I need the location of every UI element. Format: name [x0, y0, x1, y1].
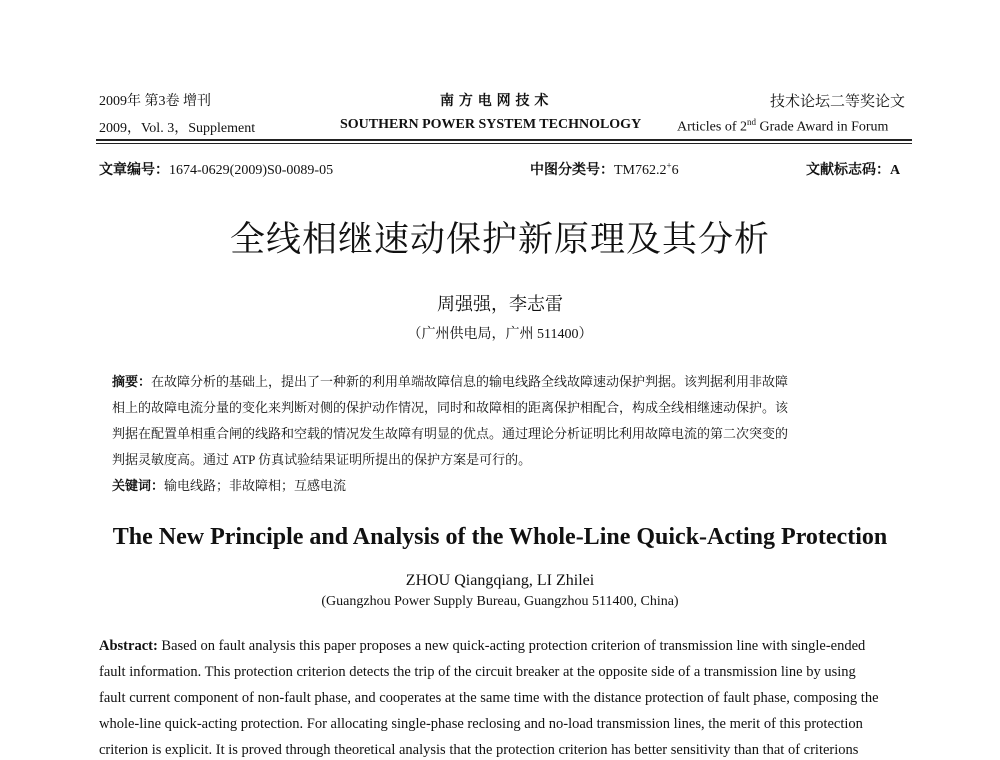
classification-number-pre: TM762.2	[614, 163, 667, 178]
classification-number-sup: +	[666, 160, 672, 171]
document-code-value: A	[890, 163, 901, 178]
journal-name-en: SOUTHERN POWER SYSTEM TECHNOLOGY	[340, 117, 642, 132]
affiliation-zh: （广州供电局，广州 511400）	[407, 327, 593, 342]
abstract-zh-text-1: 在故障分析的基础上，提出了一种新的利用单端故障信息的输电线路全线故障速动保护判据。该判据利用非故障	[151, 374, 789, 389]
award-label-en-sup: nd	[746, 117, 756, 127]
document-code-label: 文献标志码：	[806, 162, 890, 178]
journal-year-volume-zh: 2009年 第3卷 增刊	[99, 94, 211, 109]
classification-number-post: 6	[671, 163, 679, 178]
authors-zh: 周强强，李志雷	[437, 294, 563, 314]
abstract-zh-label: 摘要：	[112, 375, 152, 390]
abstract-zh-line-3: 判据在配置单相重合闸的线路和空载的情况发生故障有明显的优点。通过理论分析证明比利用故障电流的第二次突变的	[112, 426, 789, 441]
article-number-label: 文章编号：	[99, 162, 169, 178]
keywords-zh	[112, 473, 914, 500]
article-number	[99, 159, 333, 179]
header-rule-thin	[96, 143, 912, 144]
abstract-en-line-5: criterion is explicit. It is proved through theoretical analysis that the protection criterion has better sensitivity than that of criterions	[99, 742, 859, 758]
paper-title-zh: 全线相继速动保护新原理及其分析	[229, 220, 770, 260]
paper-title-en: The New Principle and Analysis of the Whole-Line Quick-Acting Protection	[112, 524, 888, 550]
abstract-en-text-1: Based on fault analysis this paper proposes a new quick-acting protection criterion of transmission line with single-ended	[157, 638, 866, 654]
journal-year-volume-en: 2009，Vol. 3，Supplement	[99, 121, 256, 136]
abstract-zh-line-1	[112, 369, 914, 396]
abstract-en-line-2: fault information. This protection criterion detects the trip of the circuit breaker at the opposite side of a transmission line by using	[99, 664, 856, 680]
award-label-zh: 技术论坛二等奖论文	[770, 94, 906, 110]
document-code	[806, 159, 900, 179]
affiliation-en: (Guangzhou Power Supply Bureau, Guangzhou 511400, China)	[321, 594, 679, 609]
abstract-zh-line-4: 判据灵敏度高。通过 ATP 仿真试验结果证明所提出的保护方案是可行的。	[112, 452, 532, 467]
abstract-zh-line-2: 相上的故障电流分量的变化来判断对侧的保护动作情况，同时和故障相的距离保护相配合，构成全线相继速动保护。该	[112, 400, 789, 415]
abstract-en-line-4: whole-line quick-acting protection. For allocating single-phase reclosing and no-load transmission lines, the merit of this protection	[99, 716, 863, 732]
award-label-en-pre: Articles of 2	[677, 119, 747, 135]
abstract-en-line-3: fault current component of non-fault phase, and cooperates at the same time with the distance protection of fault phase, composing the	[99, 690, 879, 706]
abstract-en-label: Abstract:	[99, 638, 158, 654]
keywords-zh-label: 关键词：	[112, 479, 165, 494]
classification-number-label: 中图分类号：	[530, 162, 614, 178]
abstract-en-line-1	[99, 638, 914, 655]
award-label-en-post: Grade Award in Forum	[755, 119, 889, 135]
classification-number	[530, 159, 679, 179]
authors-en: ZHOU Qiangqiang, LI Zhilei	[405, 572, 595, 589]
article-number-value: 1674-0629(2009)S0-0089-05	[169, 163, 334, 178]
journal-name-zh: 南 方 电 网 技 术	[440, 93, 549, 109]
award-label-en	[677, 117, 888, 136]
keywords-zh-text: 输电线路；非故障相；互感电流	[164, 478, 347, 493]
header-rule-thick	[96, 139, 912, 141]
